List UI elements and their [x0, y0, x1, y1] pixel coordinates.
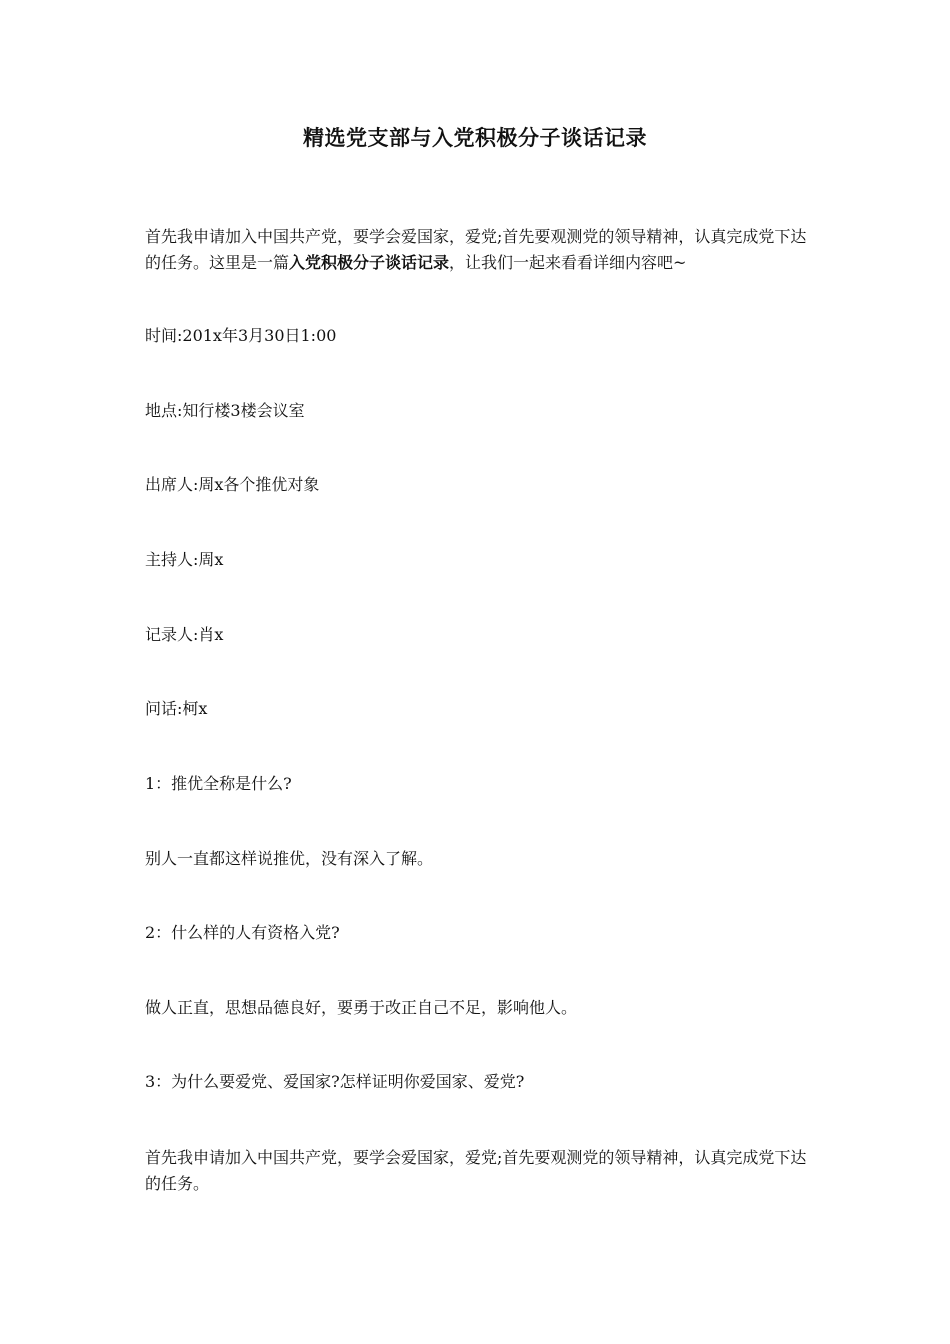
answer-2: 做人正直，思想品德良好，要勇于改正自己不足，影响他人。 [145, 998, 578, 1017]
field-attendees: 出席人:周x各个推优对象 [145, 475, 320, 494]
intro-paragraph [145, 224, 810, 276]
intro-highlight: 入党积极分子谈话记录 [289, 253, 450, 272]
field-recorder: 记录人:肖x [145, 625, 224, 644]
question-1: 1：推优全称是什么? [145, 774, 292, 793]
question-2: 2：什么样的人有资格入党? [145, 923, 340, 942]
field-location: 地点:知行楼3楼会议室 [145, 401, 305, 420]
question-3: 3：为什么要爱党、爱国家?怎样证明你爱国家、爱党? [145, 1072, 525, 1091]
field-interviewer: 问话:柯x [145, 699, 208, 718]
intro-text-end: ，让我们一起来看看详细内容吧~ [449, 253, 687, 272]
document-title: 精选党支部与入党积极分子谈话记录 [303, 125, 647, 150]
field-time: 时间:201x年3月30日1:00 [145, 326, 337, 345]
intro-text: 首先我申请加入中国共产党，要学会爱国家，爱党;首先要观测党的领导精神，认真完成党下达的任务。这里是一篇 [145, 227, 807, 272]
answer-1: 别人一直都这样说推优，没有深入了解。 [145, 849, 434, 868]
field-host: 主持人:周x [145, 550, 224, 569]
answer-3: 首先我申请加入中国共产党，要学会爱国家，爱党;首先要观测党的领导精神，认真完成党下达的任务。 [145, 1148, 807, 1193]
